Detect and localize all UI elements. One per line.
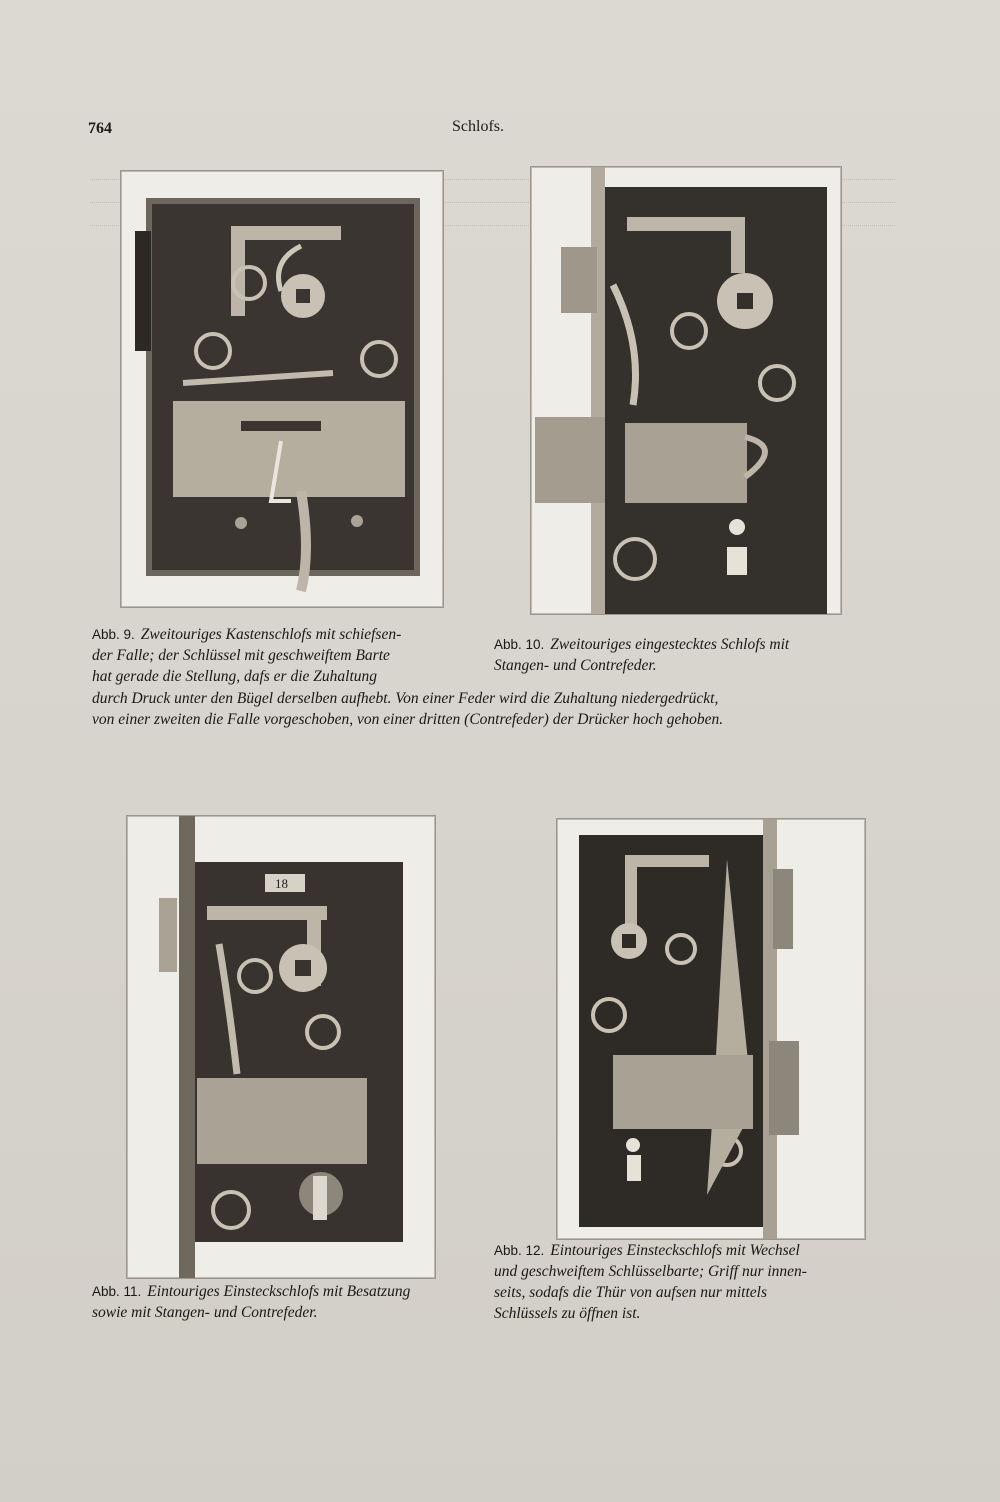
page-number: 764 <box>88 120 112 137</box>
figure-11-caption-line: sowie mit Stangen- und Contrefeder. <box>92 1304 318 1321</box>
figure-12-caption <box>494 1240 878 1324</box>
figure-10-caption-line: Zweitouriges eingestecktes Schlofs mit <box>550 636 790 653</box>
figure-9-caption-line: Zweitouriges Kastenschlofs mit schiefsen- <box>140 626 402 643</box>
figure-12-caption-line: seits, sodafs die Thür von aufsen nur mittels <box>494 1284 767 1301</box>
figure-11-caption <box>92 1281 482 1323</box>
figure-12-photo <box>556 818 866 1240</box>
figure-10-caption <box>494 634 878 676</box>
figure-10-label: Abb. 10. <box>494 637 545 652</box>
lock-illustration-12 <box>557 819 865 1239</box>
figure-9-label: Abb. 9. <box>92 627 135 642</box>
figure-11-label: Abb. 11. <box>92 1284 142 1299</box>
shared-caption-line: von einer zweiten die Falle vorgeschoben, von einer dritten (Contrefeder) der Drücker hoch gehoben. <box>92 711 724 728</box>
figure-9-photo <box>120 170 444 608</box>
figure-12-caption-line: Schlüssels zu öffnen ist. <box>494 1305 641 1322</box>
figure-9-caption-line: hat gerade die Stellung, dafs er die Zuhaltung <box>92 668 378 685</box>
shared-caption <box>92 688 892 730</box>
figure-10-caption-line: Stangen- und Contrefeder. <box>494 657 657 674</box>
lock-illustration-9 <box>121 171 443 607</box>
figure-11-tag: 18 <box>275 876 288 891</box>
figure-11-photo <box>126 815 436 1279</box>
figure-12-caption-line: Eintouriges Einsteckschlofs mit Wechsel <box>550 1242 800 1259</box>
shared-caption-line: durch Druck unter den Bügel derselben aufhebt. Von einer Feder wird die Zuhaltung niedergedrückt, <box>92 690 719 707</box>
figure-12-label: Abb. 12. <box>494 1243 545 1258</box>
figure-9-caption-line: der Falle; der Schlüssel mit geschweiftem Barte <box>92 647 390 664</box>
running-head: Schlofs. <box>452 118 504 135</box>
figure-11-caption-line: Eintouriges Einsteckschlofs mit Besatzung <box>147 1283 411 1300</box>
lock-illustration-10 <box>531 167 841 614</box>
figure-9-caption <box>92 624 474 687</box>
figure-10-photo <box>530 166 842 615</box>
lock-illustration-11 <box>127 816 435 1278</box>
figure-12-caption-line: und geschweiftem Schlüsselbarte; Griff nur innen- <box>494 1263 807 1280</box>
